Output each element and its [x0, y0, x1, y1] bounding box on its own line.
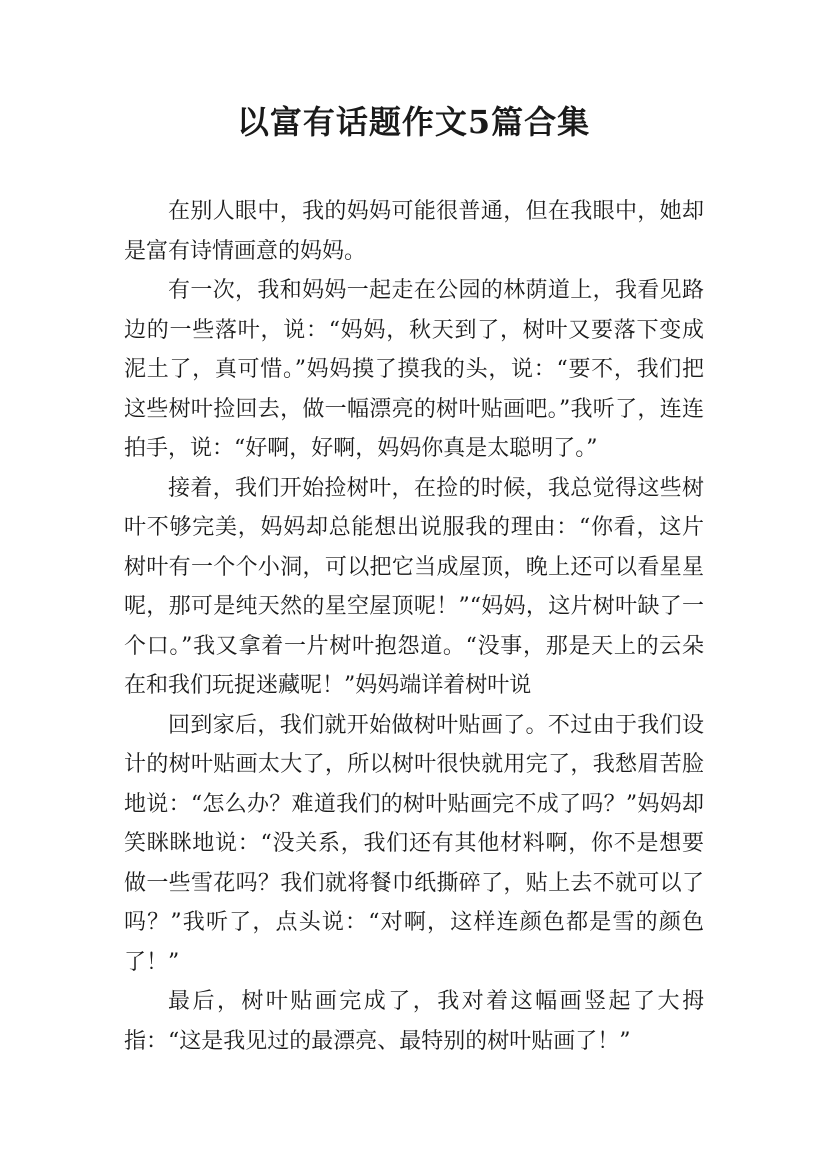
paragraph: 有一次，我和妈妈一起走在公园的林荫道上，我看见路边的一些落叶，说：“妈妈，秋天到了，树叶又要落下变成泥土了，真可惜。”妈妈摸了摸我的头，说：“要不，我们把这些树叶捡回去，做一幅漂亮的树叶贴画吧。”我听了，连连拍手，说：“好啊，好啊，妈妈你真是太聪明了。”	[124, 278, 704, 461]
document-body	[124, 192, 704, 1061]
paragraph: 最后，树叶贴画完成了，我对着这幅画竖起了大拇指：“这是我见过的最漂亮、最特别的树叶贴画了！”	[124, 989, 704, 1054]
paragraph: 回到家后，我们就开始做树叶贴画了。不过由于我们设计的树叶贴画太大了，所以树叶很快就用完了，我愁眉苦脸地说：“怎么办？难道我们的树叶贴画完不成了吗？”妈妈却笑眯眯地说：“没关系，我们还有其他材料啊，你不是想要做一些雪花吗？我们就将餐巾纸撕碎了，贴上去不就可以了吗？”我听了，点头说：“对啊，这样连颜色都是雪的颜色了！”	[124, 712, 704, 975]
document-title: 以富有话题作文5篇合集	[236, 103, 591, 141]
paragraph: 在别人眼中，我的妈妈可能很普通，但在我眼中，她却是富有诗情画意的妈妈。	[124, 199, 704, 264]
paragraph: 接着，我们开始捡树叶，在捡的时候，我总觉得这些树叶不够完美，妈妈却总能想出说服我的理由：“你看，这片树叶有一个个小洞，可以把它当成屋顶，晚上还可以看星星呢，那可是纯天然的星空屋顶呢！”“妈妈，这片树叶缺了一个口。”我又拿着一片树叶抱怨道。“没事，那是天上的云朵在和我们玩捉迷藏呢！”妈妈端详着树叶说	[124, 475, 704, 698]
